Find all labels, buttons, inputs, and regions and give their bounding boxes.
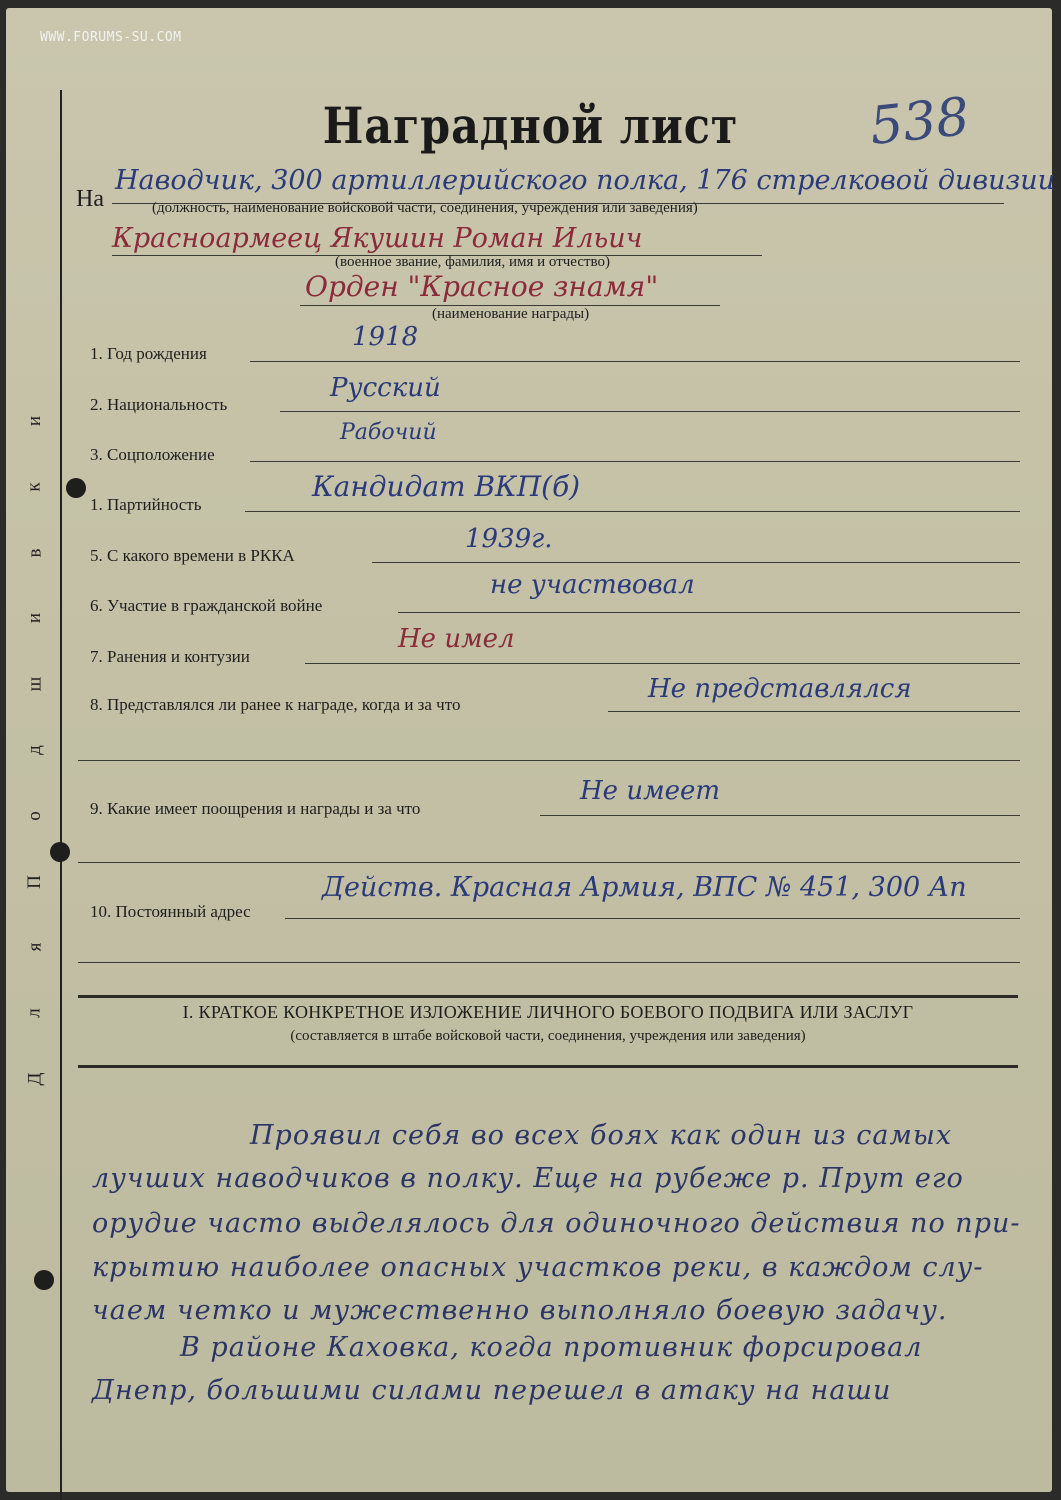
rule [285, 918, 1020, 919]
side-letter: ш [23, 676, 45, 692]
side-signature-label [22, 410, 48, 1090]
section-bottom-border [78, 1065, 1018, 1068]
field-civil-war-label: 6. Участие в гражданской войне [90, 596, 323, 615]
field-social-value: Рабочий [340, 420, 437, 445]
position-caption: (должность, наименование войсковой части, соединения, учреждения или заведения) [152, 200, 698, 216]
rule [245, 511, 1020, 512]
side-letter: и [23, 415, 45, 427]
side-letter: к [23, 482, 45, 492]
narrative-line: крытию наиболее опасных участков реки, в каждом слу- [92, 1252, 984, 1283]
rule [78, 862, 1020, 863]
field-wounds-label: 7. Ранения и контузии [90, 647, 250, 666]
field-wounds-value: Не имел [398, 624, 515, 654]
field-rkka-label: 5. С какого времени в РККА [90, 546, 295, 565]
narrative-line: лучших наводчиков в полку. Еще на рубеже р. Прут его [92, 1163, 964, 1194]
rule [305, 663, 1020, 664]
narrative-line: В районе Каховка, когда противник форсировал [180, 1332, 923, 1363]
rule [250, 461, 1020, 462]
field-birth-year-value: 1918 [352, 322, 419, 352]
narrative-line: орудие часто выделялось для одиночного действия по при- [92, 1208, 1021, 1239]
side-letter: о [24, 811, 45, 821]
field-prior-award-label: 8. Представлялся ли ранее к награде, когда и за что [90, 695, 461, 714]
field-address-label: 10. Постоянный адрес [90, 902, 251, 921]
side-letter: и [23, 613, 45, 624]
narrative-line: Проявил себя во всех боях как один из самых [250, 1120, 953, 1151]
side-letter: в [23, 548, 45, 558]
side-letter: Д [24, 1072, 45, 1086]
rule [398, 612, 1020, 613]
field-nationality-value: Русский [330, 373, 441, 403]
margin-line [60, 90, 62, 1500]
side-letter: л [23, 1008, 45, 1018]
section-heading: I. КРАТКОЕ КОНКРЕТНОЕ ИЗЛОЖЕНИЕ ЛИЧНОГО БОЕВОГО ПОДВИГА ИЛИ ЗАСЛУГ [182, 1002, 914, 1022]
position-value: Наводчик, 300 артиллерийского полка, 176 стрелковой дивизии [115, 165, 1056, 196]
field-rewards-label: 9. Какие имеет поощрения и награды и за что [90, 799, 421, 818]
narrative-line: Днепр, большими силами перешел в атаку на наши [92, 1375, 892, 1406]
field-social-label: 3. Соцположение [90, 445, 215, 464]
rule [608, 711, 1020, 712]
field-rkka-value: 1939г. [465, 524, 553, 554]
narrative-line: чаем четко и мужественно выполняло боевую задачу. [92, 1295, 948, 1326]
rank-name-value: Красноармеец Якушин Роман Ильич [112, 223, 643, 254]
side-letter: д [23, 745, 45, 755]
rule [78, 760, 1020, 761]
award-value: Орден "Красное знамя" [305, 270, 659, 303]
field-birth-year-label: 1. Год рождения [90, 344, 207, 363]
field-prior-award-value: Не представлялся [648, 674, 912, 704]
rank-name-caption: (военное звание, фамилия, имя и отчество) [335, 254, 611, 270]
award-caption: (наименование награды) [432, 306, 590, 322]
rule [540, 815, 1020, 816]
field-rewards-value: Не имеет [580, 776, 721, 806]
rule [250, 361, 1020, 362]
punch-hole [50, 842, 70, 862]
section-top-border [78, 995, 1018, 998]
side-letter: я [24, 943, 45, 952]
side-letter: П [23, 874, 45, 889]
page-title: Наградной лист [322, 96, 739, 155]
rule [280, 411, 1020, 412]
punch-hole [34, 1270, 54, 1290]
punch-hole [66, 478, 86, 498]
field-party-label: 1. Партийность [90, 495, 202, 514]
field-party-value: Кандидат ВКП(б) [312, 470, 581, 503]
prefix-label: На [76, 186, 104, 212]
section-subheading: (составляется в штабе войсковой части, соединения, учреждения или заведения) [290, 1028, 806, 1044]
field-nationality-label: 2. Национальность [90, 395, 228, 414]
rule [372, 562, 1020, 563]
watermark: WWW.FORUMS-SU.COM [40, 30, 182, 45]
rule [78, 962, 1020, 963]
field-address-value: Действ. Красная Армия, ВПС № 451, 300 Ап [322, 872, 967, 903]
archive-number: 538 [867, 86, 973, 158]
field-civil-war-value: не участвовал [490, 570, 695, 600]
